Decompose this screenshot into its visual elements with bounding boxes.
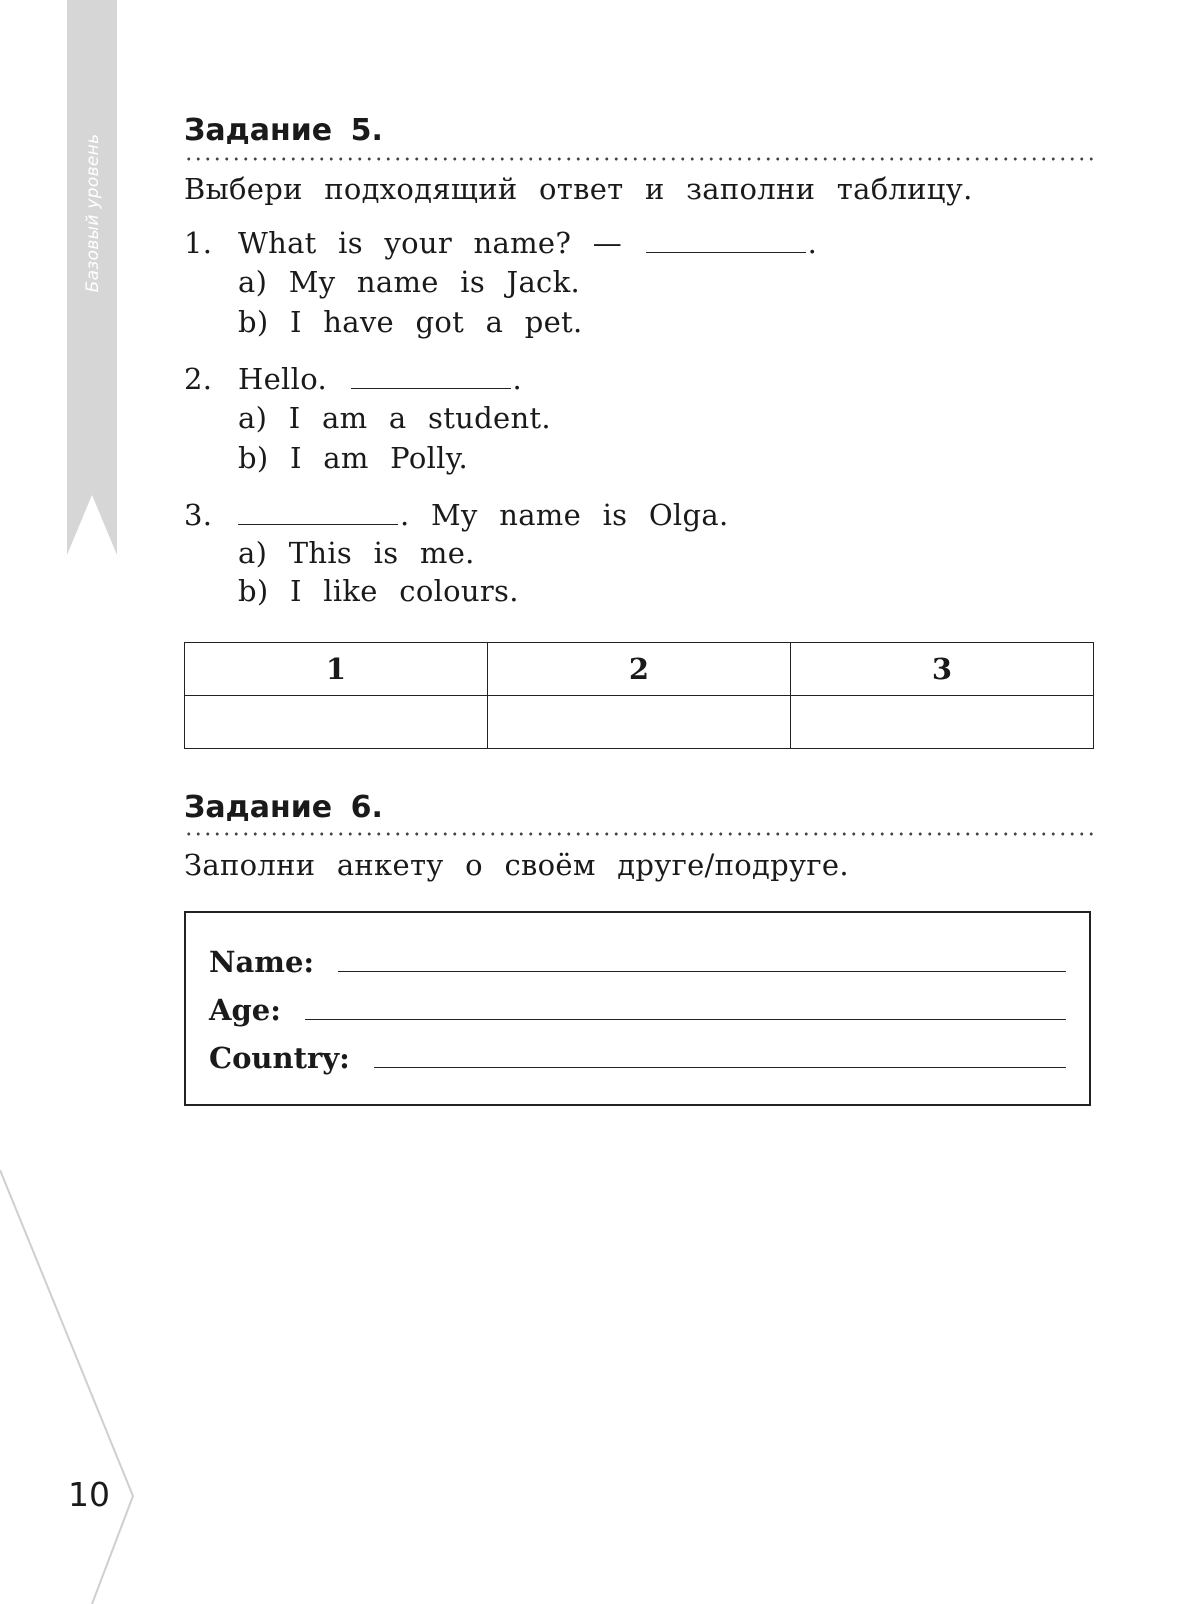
question-2 [184, 362, 522, 396]
dotted-divider [184, 157, 1094, 161]
question-number: 2. [184, 362, 213, 396]
question-text-after: . [512, 362, 523, 396]
side-tab-label: Базовый уровень [83, 133, 103, 293]
option-a: a) My name is Jack. [238, 265, 580, 299]
task6-title: Задание 6. [184, 790, 383, 825]
name-field[interactable] [338, 971, 1066, 972]
option-b: b) I have got a pet. [238, 305, 583, 339]
country-row [209, 1037, 1066, 1075]
name-label: Name: [209, 945, 315, 979]
question-text: What is your name? — [238, 226, 623, 260]
answer-cell[interactable] [791, 696, 1094, 749]
page-edge-decoration [0, 1170, 140, 1604]
task6-instruction: Заполни анкету о своём друге/подруге. [184, 848, 849, 882]
task5-title: Задание 5. [184, 113, 383, 148]
answer-cell[interactable] [185, 696, 488, 749]
question-text-after: . My name is Olga. [400, 498, 729, 532]
answer-blank[interactable] [238, 500, 398, 525]
age-field[interactable] [305, 1019, 1066, 1020]
question-number: 1. [184, 226, 213, 260]
page-number: 10 [68, 1475, 110, 1514]
option-b: b) I am Polly. [238, 441, 469, 475]
answer-cell[interactable] [488, 696, 791, 749]
table-header-cell: 3 [791, 643, 1094, 696]
option-b: b) I like colours. [238, 574, 519, 608]
option-a: a) I am a student. [238, 401, 551, 435]
age-row [209, 989, 1066, 1027]
question-1 [184, 226, 817, 260]
table-answer-row [185, 696, 1094, 749]
answer-table [184, 642, 1094, 749]
option-a: a) This is me. [238, 536, 475, 570]
question-text-after: . [807, 226, 818, 260]
question-text: Hello. [238, 362, 327, 396]
table-header-row [185, 643, 1094, 696]
table-header-cell: 2 [488, 643, 791, 696]
answer-blank[interactable] [351, 364, 511, 389]
questionnaire-box [184, 911, 1091, 1106]
question-number: 3. [184, 498, 213, 532]
age-label: Age: [209, 993, 281, 1027]
answer-blank[interactable] [646, 228, 806, 253]
task5-instruction: Выбери подходящий ответ и заполни таблицу. [184, 172, 973, 206]
dotted-divider [184, 832, 1094, 836]
country-label: Country: [209, 1041, 350, 1075]
country-field[interactable] [374, 1067, 1066, 1068]
name-row [209, 941, 1066, 979]
table-header-cell: 1 [185, 643, 488, 696]
question-3 [184, 498, 728, 532]
